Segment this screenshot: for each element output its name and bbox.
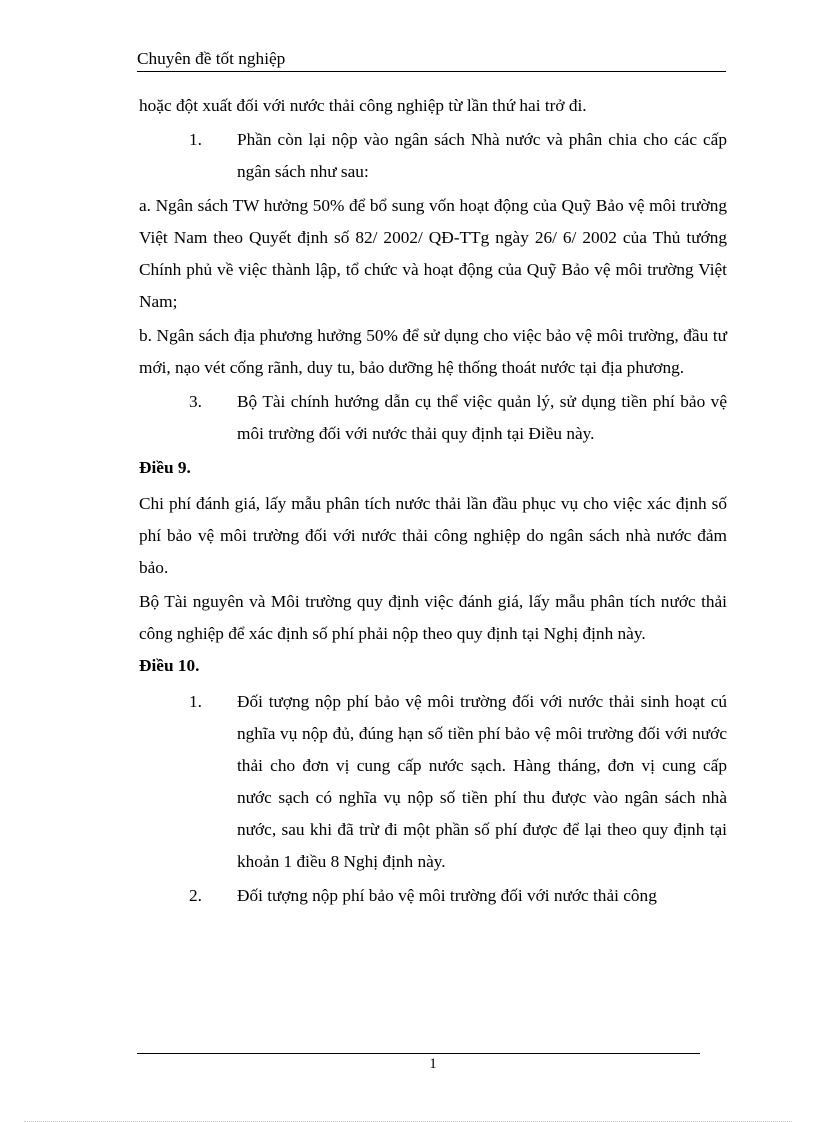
article-heading-9: Điều 9. xyxy=(139,458,191,477)
list-item xyxy=(139,880,727,912)
list-number: 3. xyxy=(189,392,202,411)
paragraph-b: b. Ngân sách địa phương hưởng 50% để sử dụng cho việc bảo vệ môi trường, đầu tư mới, nạo vét cống rãnh, duy tu, bảo dưỡng hệ thống thoát nước tại địa phương. xyxy=(139,326,727,377)
page-number: 1 xyxy=(429,1056,437,1072)
list-item-text: Bộ Tài chính hướng dẫn cụ thể việc quản lý, sử dụng tiền phí bảo vệ môi trường đối với nước thải quy định tại Điều này. xyxy=(237,392,727,443)
list-item xyxy=(139,124,727,188)
page-header-title: Chuyên đề tốt nghiệp xyxy=(137,49,286,68)
list-number: 1. xyxy=(189,130,202,149)
paragraph: hoặc đột xuất đối với nước thải công nghiệp từ lần thứ hai trở đi. xyxy=(139,96,587,115)
page-bottom-edge xyxy=(24,1121,792,1122)
list-item-text: Đối tượng nộp phí bảo vệ môi trường đối với nước thải sinh hoạt cú nghĩa vụ nộp đủ, đúng hạn số tiền phí bảo vệ môi trường đối với nước thải cho đơn vị cung cấp nước sạch. Hàng tháng, đơn vị cung cấp nước sạch có nghĩa vụ nộp số tiền phí thu được vào ngân sách nhà nước, sau khi đã trừ đi một phần số phí được để lại theo quy định tại khoản 1 điều 8 Nghị định này. xyxy=(237,692,727,871)
header-rule xyxy=(137,71,726,72)
list-number: 2. xyxy=(189,886,202,905)
paragraph: Bộ Tài nguyên và Môi trường quy định việc đánh giá, lấy mẫu phân tích nước thải công nghiệp để xác định số phí phải nộp theo quy định tại Nghị định này. xyxy=(139,592,727,643)
footer-rule xyxy=(137,1053,700,1054)
list-item-text: Phần còn lại nộp vào ngân sách Nhà nước và phân chia cho các cấp ngân sách như sau: xyxy=(237,130,727,181)
list-item-text: Đối tượng nộp phí bảo vệ môi trường đối với nước thải công xyxy=(237,886,657,905)
document-body xyxy=(139,90,727,914)
list-item xyxy=(139,686,727,878)
list-item xyxy=(139,386,727,450)
article-heading-10: Điều 10. xyxy=(139,656,200,675)
paragraph: Chi phí đánh giá, lấy mẫu phân tích nước thải lần đầu phục vụ cho việc xác định số phí bảo vệ môi trường đối với nước thải công nghiệp do ngân sách nhà nước đảm bảo. xyxy=(139,494,727,577)
list-number: 1. xyxy=(189,692,202,711)
paragraph-a: a. Ngân sách TW hưởng 50% để bổ sung vốn hoạt động của Quỹ Bảo vệ môi trường Việt Nam theo Quyết định số 82/ 2002/ QĐ-TTg ngày 26/ 6/ 2002 của Thủ tướng Chính phủ về việc thành lập, tổ chức và hoạt động của Quỹ Bảo vệ môi trường Việt Nam; xyxy=(139,196,727,311)
